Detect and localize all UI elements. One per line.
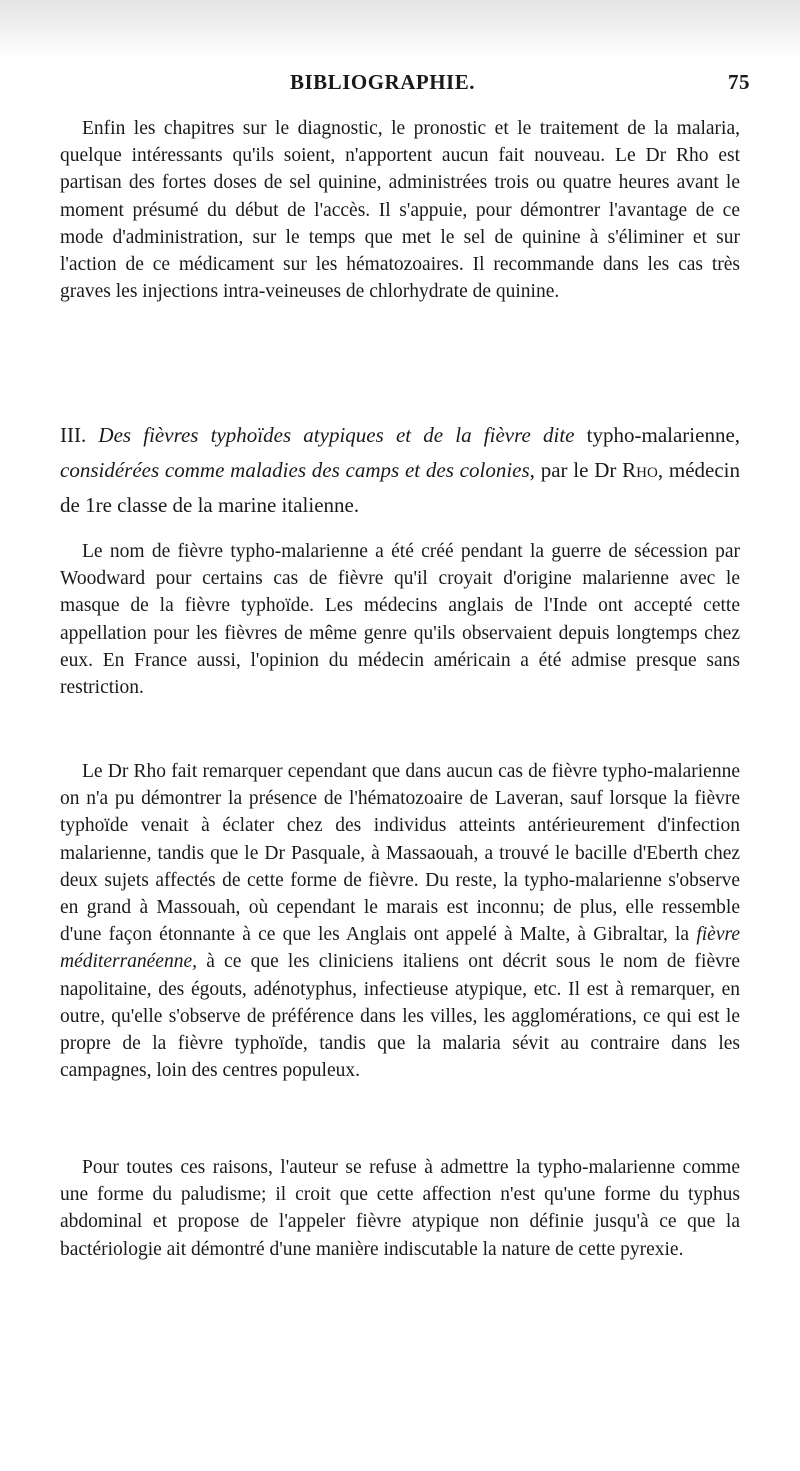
paragraph-text-italic: fièvre méditerranéenne, [60,924,740,973]
entry-number: III. [60,423,87,447]
bibliography-entry-iii [60,418,740,523]
paragraph-text: Le nom de fièvre typho-malarienne a été créé pendant la guerre de sécession par Woodward pour certains cas de fièvre qu'il croyait d'origine malarienne avec le masque de la fièvre typhoïde. Les médecins anglais de l'Inde ont accepté cette appellation pour les fièvres de même genre qu'ils observaient depuis longtemps chez eux. En France aussi, l'opinion du médecin américain a été admise presque sans restriction. [60,541,740,699]
entry-author: Rho [622,458,658,482]
entry-title-italic-2: considérées comme maladies des camps et des colonies, [60,458,535,482]
paragraph-text: Enfin les chapitres sur le diagnostic, le pronostic et le traitement de la malaria, quelque intéressants qu'ils soient, n'apportent aucun fait nouveau. Le Dr Rho est partisan des fortes doses de sel quinine, administrées trois ou quatre heures avant le moment présumé du début de l'accès. Il s'appuie, pour démontrer l'avantage de ce mode d'administration, sur le temps que met le sel de quinine à s'éliminer et sur l'action de ce médicament sur les hématozoaires. Il recommande dans les cas très graves les injections intra-veineuses de chlorhydrate de quinine. [60,118,740,303]
paragraph-text: Pour toutes ces raisons, l'auteur se refuse à admettre la typho-malarienne comme une forme du paludisme; il croit que cette affection n'est qu'une forme du typhus abdominal et propose de l'appeler fièvre atypique non définie jusqu'à ce que la bactériologie ait démontré d'une manière indiscutable la nature de cette pyrexie. [60,1157,740,1260]
entry-by: par le Dr [540,458,617,482]
paragraph-rho-remarks [60,758,740,1084]
paragraph-origin-of-name [60,538,740,701]
page-scan-edge [0,0,800,60]
entry-title-roman-1: typho-malarienne, [586,423,741,447]
paragraph-text-part-b: à ce que les cliniciens italiens ont décrit sous le nom de fièvre napolitaine, des égouts, adénotyphus, infectieuse atypique, etc. Il est à remarquer, en outre, qu'elle s'observe de préférence dans les villes, les agglomérations, ce qui est le propre de la fièvre typhoïde, tandis que la malaria sévit au contraire dans les campagnes, loin des centres populeux. [60,951,741,1082]
entry-title-italic-1: Des fièvres typhoïdes atypiques et de la fièvre dite [98,423,575,447]
paragraph-text [60,758,740,1084]
paragraph-text-part-a: Le Dr Rho fait remarquer cependant que dans aucun cas de fièvre typho-malarienne on n'a pu démontrer la présence de l'hématozoaire de Laveran, sauf lorsque la fièvre typhoïde venait à éclater chez des individus atteints antérieurement d'infection malarienne, tandis que le Dr Pasquale, à Massaouah, a trouvé le bacille d'Eberth chez deux sujets affectés de cette forme de fièvre. Du reste, la typho-malarienne s'observe en grand à Massouah, où cependant le marais est inconnu; de plus, elle ressemble d'une façon étonnante à ce que les Anglais ont appelé à Malte, à Gibraltar, la [60,761,740,946]
paragraph-conclusion [60,1154,740,1263]
entry-affiliation: , médecin de 1re classe de la marine italienne. [60,458,741,517]
running-title: BIBLIOGRAPHIE. [290,70,475,94]
page-number: 75 [728,70,750,94]
paragraph-treatment [60,115,740,305]
entry-text [60,418,740,523]
